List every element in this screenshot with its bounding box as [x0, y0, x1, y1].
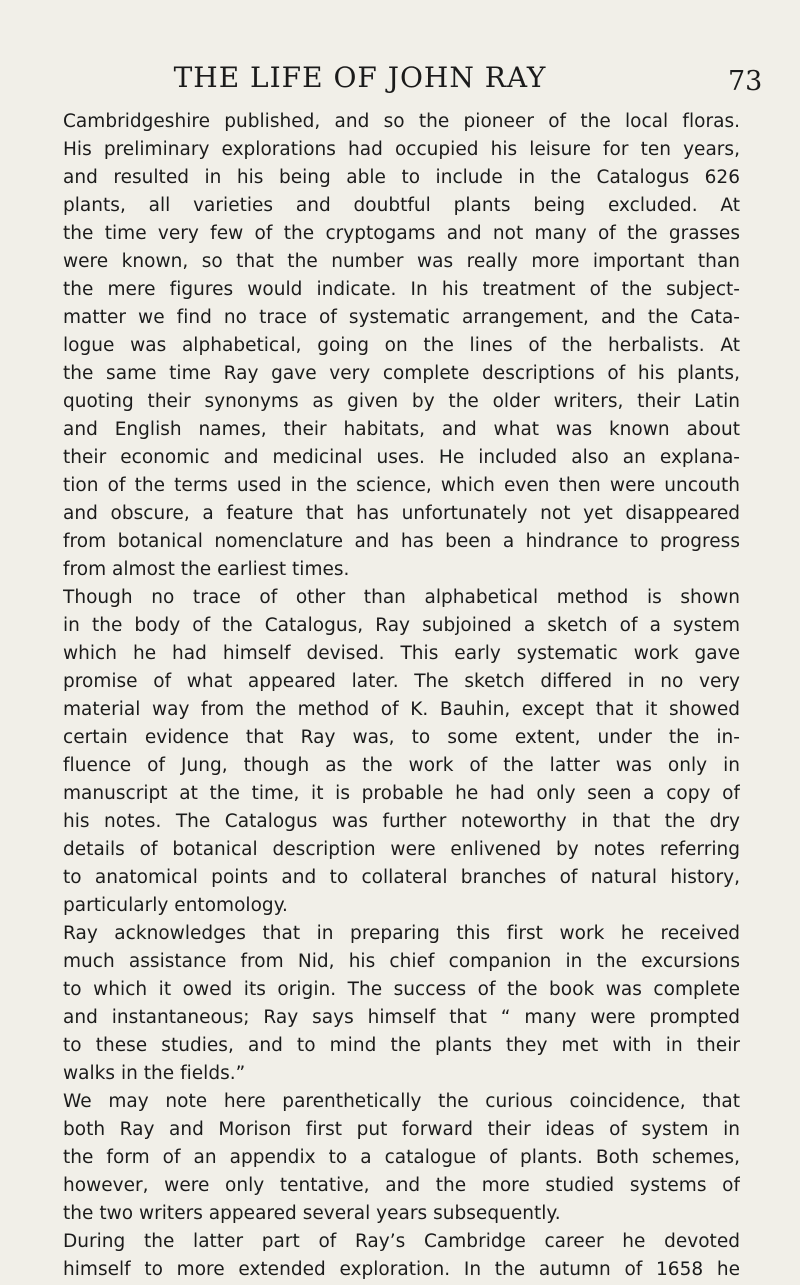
text-line: We may note here parenthetically the curious coincidence, that: [63, 1091, 740, 1112]
text-line: which he had himself devised. This early systematic work gave: [63, 643, 740, 664]
text-line: the form of an appendix to a catalogue of plants. Both schemes,: [63, 1147, 740, 1168]
text-line: much assistance from Nid, his chief companion in the excursions: [63, 951, 740, 972]
text-line: and instantaneous; Ray says himself that “ many were prompted: [63, 1007, 740, 1028]
text-line: logue was alphabetical, going on the lines of the herbalists. At: [63, 335, 740, 356]
text-line: and obscure, a feature that has unfortunately not yet disappeared: [63, 503, 740, 524]
text-line: His preliminary explorations had occupied his leisure for ten years,: [63, 139, 740, 160]
text-line: Cambridgeshire published, and so the pioneer of the local floras.: [63, 111, 740, 132]
text-line: plants, all varieties and doubtful plants being excluded. At: [63, 195, 740, 216]
text-line: Ray acknowledges that in preparing this first work he received: [63, 923, 740, 944]
text-line: their economic and medicinal uses. He included also an explana-: [63, 447, 740, 468]
text-line: the mere figures would indicate. In his treatment of the subject-: [63, 279, 740, 300]
text-line: and resulted in his being able to include in the Catalogus 626: [63, 167, 740, 188]
text-line: the same time Ray gave very complete descriptions of his plants,: [63, 363, 740, 384]
running-head: [0, 62, 800, 98]
text-line: walks in the fields.”: [63, 1063, 246, 1084]
text-line: to anatomical points and to collateral branches of natural history,: [63, 867, 740, 888]
text-line: were known, so that the number was really more important than: [63, 251, 740, 272]
text-line: promise of what appeared later. The sketch differed in no very: [63, 671, 740, 692]
text-line: Though no trace of other than alphabetical method is shown: [63, 587, 740, 608]
text-line: both Ray and Morison first put forward their ideas of system in: [63, 1119, 740, 1140]
text-line: quoting their synonyms as given by the older writers, their Latin: [63, 391, 740, 412]
body-text: [0, 106, 800, 1280]
text-line: his notes. The Catalogus was further noteworthy in that the dry: [63, 811, 740, 832]
text-line: to these studies, and to mind the plants they met with in their: [63, 1035, 740, 1056]
text-line: manuscript at the time, it is probable he had only seen a copy of: [63, 783, 740, 804]
page-number: 73: [728, 66, 763, 97]
text-line: During the latter part of Ray’s Cambridge career he devoted: [63, 1231, 740, 1252]
text-line: from botanical nomenclature and has been a hindrance to progress: [63, 531, 740, 552]
text-line: and English names, their habitats, and what was known about: [63, 419, 740, 440]
text-line: the time very few of the cryptogams and not many of the grasses: [63, 223, 740, 244]
text-line: fluence of Jung, though as the work of the latter was only in: [63, 755, 740, 776]
text-line: details of botanical description were enlivened by notes referring: [63, 839, 740, 860]
text-line: in the body of the Catalogus, Ray subjoined a sketch of a system: [63, 615, 740, 636]
text-line: particularly entomology.: [63, 895, 288, 916]
text-line: matter we find no trace of systematic arrangement, and the Cata-: [63, 307, 740, 328]
text-line: from almost the earliest times.: [63, 559, 350, 580]
text-line: certain evidence that Ray was, to some extent, under the in-: [63, 727, 740, 748]
text-line: the two writers appeared several years subsequently.: [63, 1203, 561, 1224]
running-title: THE LIFE OF JOHN RAY: [173, 61, 547, 94]
text-line: tion of the terms used in the science, which even then were uncouth: [63, 475, 740, 496]
text-line: to which it owed its origin. The success of the book was complete: [63, 979, 740, 1000]
text-line: material way from the method of K. Bauhin, except that it showed: [63, 699, 740, 720]
text-line: himself to more extended exploration. In the autumn of 1658 he: [63, 1259, 740, 1280]
text-line: however, were only tentative, and the more studied systems of: [63, 1175, 740, 1196]
